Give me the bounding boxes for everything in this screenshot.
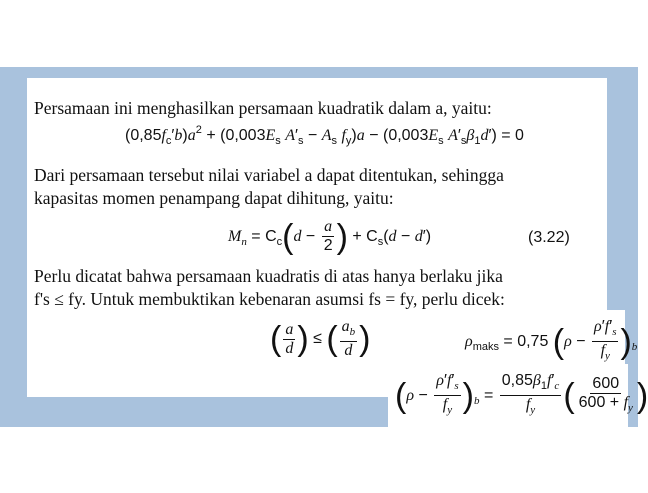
equation-rho-balanced-render: (ρ − $\frac{\rho'f'_s}{f_y}$ )$_b$ = $\frac{0,85\beta_1f'_c}{f_y}$ ( $\frac{600}{600 + f_y}$ ) [395, 372, 648, 416]
equation-moment [228, 218, 431, 255]
equation-rho-max-render: $\rho_{maks} = 0,75$ (ρ − $\frac{\rho'f'_s}{f_y}$ )$_b$ [465, 318, 638, 362]
line-1-text: Persamaan ini menghasilkan persamaan kuadratik dalam a, yaitu: [34, 98, 492, 118]
paragraph-line-1 [34, 98, 492, 118]
paragraph-line-2 [34, 165, 504, 185]
paragraph-line-5 [34, 289, 505, 309]
equation-moment-render: $M_n = C_c(d$ − $\frac{a}{2}$ ) + $C_s(d - d')$ [228, 217, 432, 256]
equation-rho-balanced [395, 372, 648, 419]
equation-ratio-check-render: ( $\frac{a}{d}$ ) ≤ ( $\frac{a_b}{d}$ ) [270, 318, 371, 359]
line-3-text: kapasitas momen penampang dapat dihitung, yaitu: [34, 188, 394, 208]
equation-number-text: (3.22) [528, 229, 570, 246]
equation-number [528, 229, 570, 247]
equation-quadratic-render: $(0,85f_c'b)a^2 + (0,003E_s$ $A'_s - A_s$ $f_y)a - (0,003E_s$ $A'_s\beta_1d') = 0$ [125, 124, 524, 147]
equation-quadratic [125, 124, 524, 147]
line-5-text: f's ≤ fy. Untuk membuktikan kebenaran asumsi fs = fy, perlu dicek: [34, 289, 505, 309]
line-4-text: Perlu dicatat bahwa persamaan kuadratis di atas hanya berlaku jika [34, 266, 503, 286]
equation-rho-max [465, 318, 637, 365]
paragraph-line-4 [34, 266, 503, 286]
equation-ratio-check [270, 318, 370, 360]
line-2-text: Dari persamaan tersebut nilai variabel a dapat ditentukan, sehingga [34, 165, 504, 185]
paragraph-line-3 [34, 188, 394, 208]
